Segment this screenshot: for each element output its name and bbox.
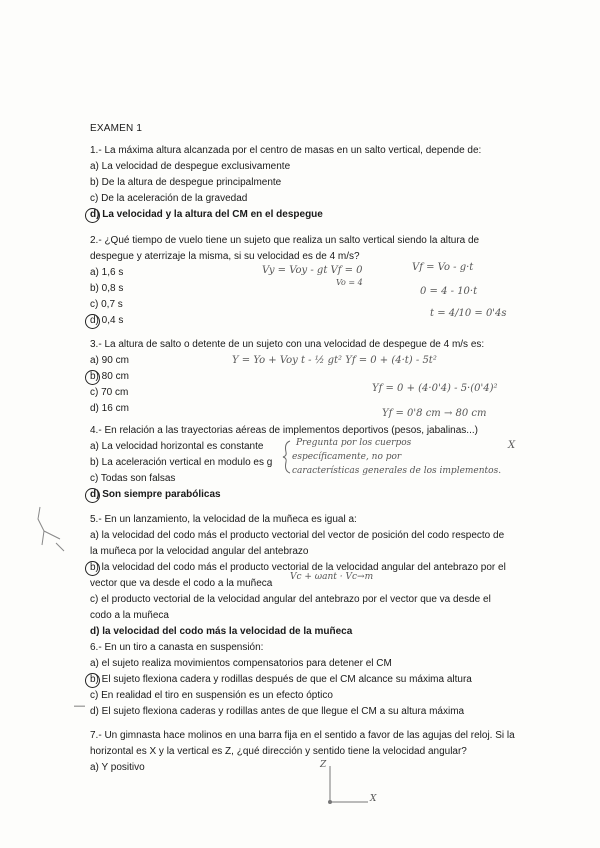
option-d-selected [90,487,520,503]
option-b-selected [90,672,520,688]
selected-answer-circle: d) Son siempre parabólicas [90,487,221,503]
option-a: a) La velocidad de despegue exclusivamente [90,161,291,172]
question-stem-line2: despegue y aterrizaje la misma, si su velocidad es de 4 m/s? [90,251,360,262]
option-c: c) Todas son falsas [90,473,176,484]
option-a: a) La velocidad horizontal es constante [90,441,264,452]
option-b-cont: vector que va desde el codo a la muñeca [90,578,273,589]
option-d: d) la velocidad del codo más la velocidad de la muñeca [90,626,353,637]
option-b: b) 0,8 s [90,283,124,294]
option-b: b) De la altura de despegue principalmente [90,177,282,188]
selected-answer-circle: b) 80 cm [90,369,129,385]
handwritten-equation: Yf = 0'8 cm → 80 cm [382,408,487,419]
question-stem: 1.- La máxima altura alcanzada por el centro de masas en un salto vertical, depende de: [90,145,482,156]
option-a: a) el sujeto realiza movimientos compensatorios para detener el CM [90,658,392,669]
handwritten-equation: Vy = Voy - gt Vf = 0 [262,265,363,276]
option-c: c) 70 cm [90,387,129,398]
handwritten-equation: Vo = 4 [336,278,363,287]
axis-x-label: X [370,794,377,804]
selected-answer-circle: b) El sujeto flexiona cadera y rodillas después de que el CM alcance su máxima altura [90,672,472,688]
axes-sketch [322,762,372,806]
exam-title: EXAMEN 1 [90,123,143,134]
option-c: c) el producto vectorial de la velocidad angular del antebrazo por el vector que va desde el [90,594,491,605]
handwritten-note: específicamente, no por [292,452,402,462]
option-c: c) De la aceleración de la gravedad [90,193,248,204]
question-6 [90,640,520,720]
selected-answer-circle: d) 0,4 s [90,313,123,329]
handwritten-equation: Vf = Vo - g·t [412,262,474,273]
question-3 [90,337,520,417]
option-a: a) 90 cm [90,355,129,366]
handwritten-equation: Y = Yo + Voy t - ½ gt² Yf = 0 + (4·t) - 5t² [232,355,437,366]
handwritten-equation: Yf = 0 + (4·0'4) - 5·(0'4)² [372,383,498,394]
option-d-selected [90,207,520,223]
selected-answer-circle: b) la velocidad del codo más el producto vectorial de la velocidad angular del antebrazo por el [90,560,506,576]
option-d: d) 16 cm [90,403,129,414]
question-stem-line2: horizontal es X y la vertical es Z, ¿qué dirección y sentido tiene la velocidad angular? [90,746,467,757]
option-a: a) la velocidad del codo más el producto vectorial del vector de posición del codo respecto de [90,530,505,541]
handwritten-equation: 0 = 4 - 10·t [420,286,478,297]
question-1 [90,143,520,223]
question-stem: 2.- ¿Qué tiempo de vuelo tiene un sujeto que realiza un salto vertical siendo la altura de [90,235,480,246]
question-stem: 4.- En relación a las trayectorias aéreas de implementos deportivos (pesos, jabalinas...) [90,425,478,436]
option-c-cont: codo a la muñeca [90,610,169,621]
question-stem: 5.- En un lanzamiento, la velocidad de la muñeca es igual a: [90,514,357,525]
handwritten-equation: t = 4/10 = 0'4s [430,308,507,319]
option-a: a) Y positivo [90,762,145,773]
curly-brace-sketch [282,440,292,474]
option-c: c) 0,7 s [90,299,123,310]
option-b: b) La aceleración vertical en modulo es g [90,457,273,468]
arm-sketch [30,505,70,555]
question-stem: 7.- Un gimnasta hace molinos en una barra fija en el sentido a favor de las agujas del reloj. Si la [90,730,515,741]
question-stem: 6.- En un tiro a canasta en suspensión: [90,642,264,653]
handwritten-dash: — [74,700,85,712]
question-4 [90,423,520,503]
question-7 [90,728,520,776]
option-d: d) El sujeto flexiona caderas y rodillas antes de que llegue el CM a su altura máxima [90,706,465,717]
question-stem: 3.- La altura de salto o detente de un sujeto con una velocidad de despegue de 4 m/s es: [90,339,485,350]
option-a-cont: la muñeca por la velocidad angular del antebrazo [90,546,309,557]
handwritten-note: características generales de los implementos. [292,466,502,476]
handwritten-note: Pregunta por los cuerpos [296,438,412,448]
axis-z-label: Z [320,760,327,770]
handwritten-equation: Vc + ωant · Vc→m [290,572,374,582]
option-c: c) En realidad el tiro en suspensión es un efecto óptico [90,690,333,701]
option-a: a) 1,6 s [90,267,124,278]
handwritten-mark: X [508,440,516,451]
selected-answer-circle: d) La velocidad y la altura del CM en el despegue [90,207,323,223]
